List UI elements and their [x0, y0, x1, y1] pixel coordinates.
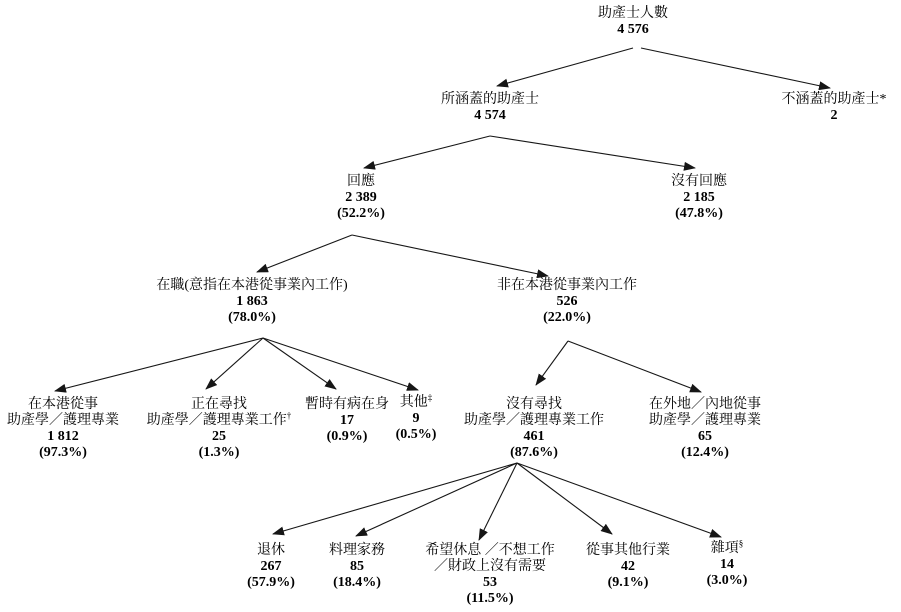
- node-miscellaneous: [706, 538, 748, 589]
- node-overseas-mainland: [649, 397, 761, 461]
- footnote-marker-asterisk: *: [879, 92, 887, 107]
- node-others: [395, 392, 437, 443]
- node-percent: (3.0%): [706, 573, 748, 588]
- node-value: 1 812: [47, 429, 79, 444]
- node-label: 暫時有病在身: [305, 397, 389, 412]
- node-housework: [329, 543, 385, 591]
- node-percent: (57.9%): [247, 575, 295, 590]
- node-percent: (11.5%): [466, 591, 514, 606]
- node-label-line2: 助產學／護理專業: [649, 413, 761, 428]
- node-label-text: 雜項: [710, 541, 739, 556]
- node-not-seeking-work: [464, 397, 604, 461]
- node-not-responded: [671, 174, 727, 222]
- node-responded: [337, 174, 385, 222]
- footnote-marker-section: §: [738, 538, 744, 549]
- node-label-text: 助產學／護理專業工作: [146, 413, 287, 428]
- node-label: 料理家務: [329, 543, 385, 558]
- node-label-line2: [146, 410, 292, 429]
- node-value: 85: [350, 559, 364, 574]
- node-value: 1 863: [236, 294, 268, 309]
- node-percent: (22.0%): [543, 310, 591, 325]
- node-label: 回應: [346, 174, 375, 189]
- footnote-marker-dagger: †: [286, 410, 292, 421]
- node-label: 沒有回應: [671, 174, 727, 189]
- node-percent: (97.3%): [39, 445, 87, 460]
- node-label: 助產士人數: [598, 6, 668, 21]
- node-label-text: 其他: [399, 395, 428, 410]
- node-percent: (87.6%): [510, 445, 558, 460]
- node-total-midwives: [598, 6, 668, 38]
- node-retired: [247, 543, 295, 591]
- node-percent: (0.5%): [395, 427, 437, 442]
- node-label: 所涵蓋的助產士: [441, 92, 539, 107]
- node-value: 461: [523, 429, 545, 444]
- node-label: [396, 392, 437, 411]
- node-percent: (12.4%): [681, 445, 729, 460]
- node-label: 在職(意指在本港從事業內工作): [156, 278, 348, 293]
- node-working-in-hk: [156, 278, 347, 326]
- node-percent: (52.2%): [337, 206, 385, 221]
- node-label-line2: 助產學／護理專業工作: [464, 413, 604, 428]
- node-other-industry: [586, 543, 670, 591]
- node-value: 17: [340, 413, 354, 428]
- node-wish-to-rest: [425, 543, 555, 607]
- node-label-line2: ／財政上沒有需要: [434, 559, 546, 574]
- node-label-line2: 助產學／護理專業: [7, 413, 119, 428]
- node-label: 沒有尋找: [506, 397, 562, 412]
- node-seeking-work: [147, 397, 292, 461]
- node-label-text: 不涵蓋的助產士: [781, 92, 880, 107]
- node-not-covered-midwives: [782, 92, 887, 124]
- node-value: 267: [260, 559, 282, 574]
- node-label: [782, 92, 887, 108]
- node-label: [707, 538, 748, 557]
- node-value: 4 576: [617, 22, 649, 37]
- node-value: 2 389: [345, 190, 377, 205]
- node-percent: (9.1%): [607, 575, 649, 590]
- node-label: 在本港從事: [28, 397, 98, 412]
- node-percent: (47.8%): [675, 206, 723, 221]
- node-covered-midwives: [441, 92, 539, 124]
- node-value: 42: [621, 559, 635, 574]
- node-value: 53: [483, 575, 497, 590]
- node-label: 希望休息 ／不想工作: [425, 543, 555, 558]
- node-percent: (18.4%): [333, 575, 381, 590]
- node-value: 2 185: [683, 190, 715, 205]
- node-label: 在外地／內地從事: [649, 397, 761, 412]
- node-value: 526: [556, 294, 578, 309]
- footnote-marker-double-dagger: ‡: [427, 392, 433, 403]
- node-value: 65: [698, 429, 712, 444]
- node-label: 非在本港從事業內工作: [497, 278, 637, 293]
- node-value: 9: [412, 411, 420, 426]
- node-temporarily-sick: [305, 397, 389, 445]
- node-label: 正在尋找: [191, 397, 247, 412]
- node-percent: (1.3%): [198, 445, 240, 460]
- node-percent: (78.0%): [228, 310, 276, 325]
- node-not-working-in-hk: [497, 278, 637, 326]
- node-practising-in-hk: [7, 397, 119, 461]
- node-value: 4 574: [474, 108, 506, 123]
- node-label: 從事其他行業: [586, 543, 670, 558]
- node-percent: (0.9%): [326, 429, 368, 444]
- node-label: 退休: [256, 543, 285, 558]
- node-value: 14: [719, 557, 734, 572]
- node-value: 25: [212, 429, 226, 444]
- node-value: 2: [830, 108, 838, 123]
